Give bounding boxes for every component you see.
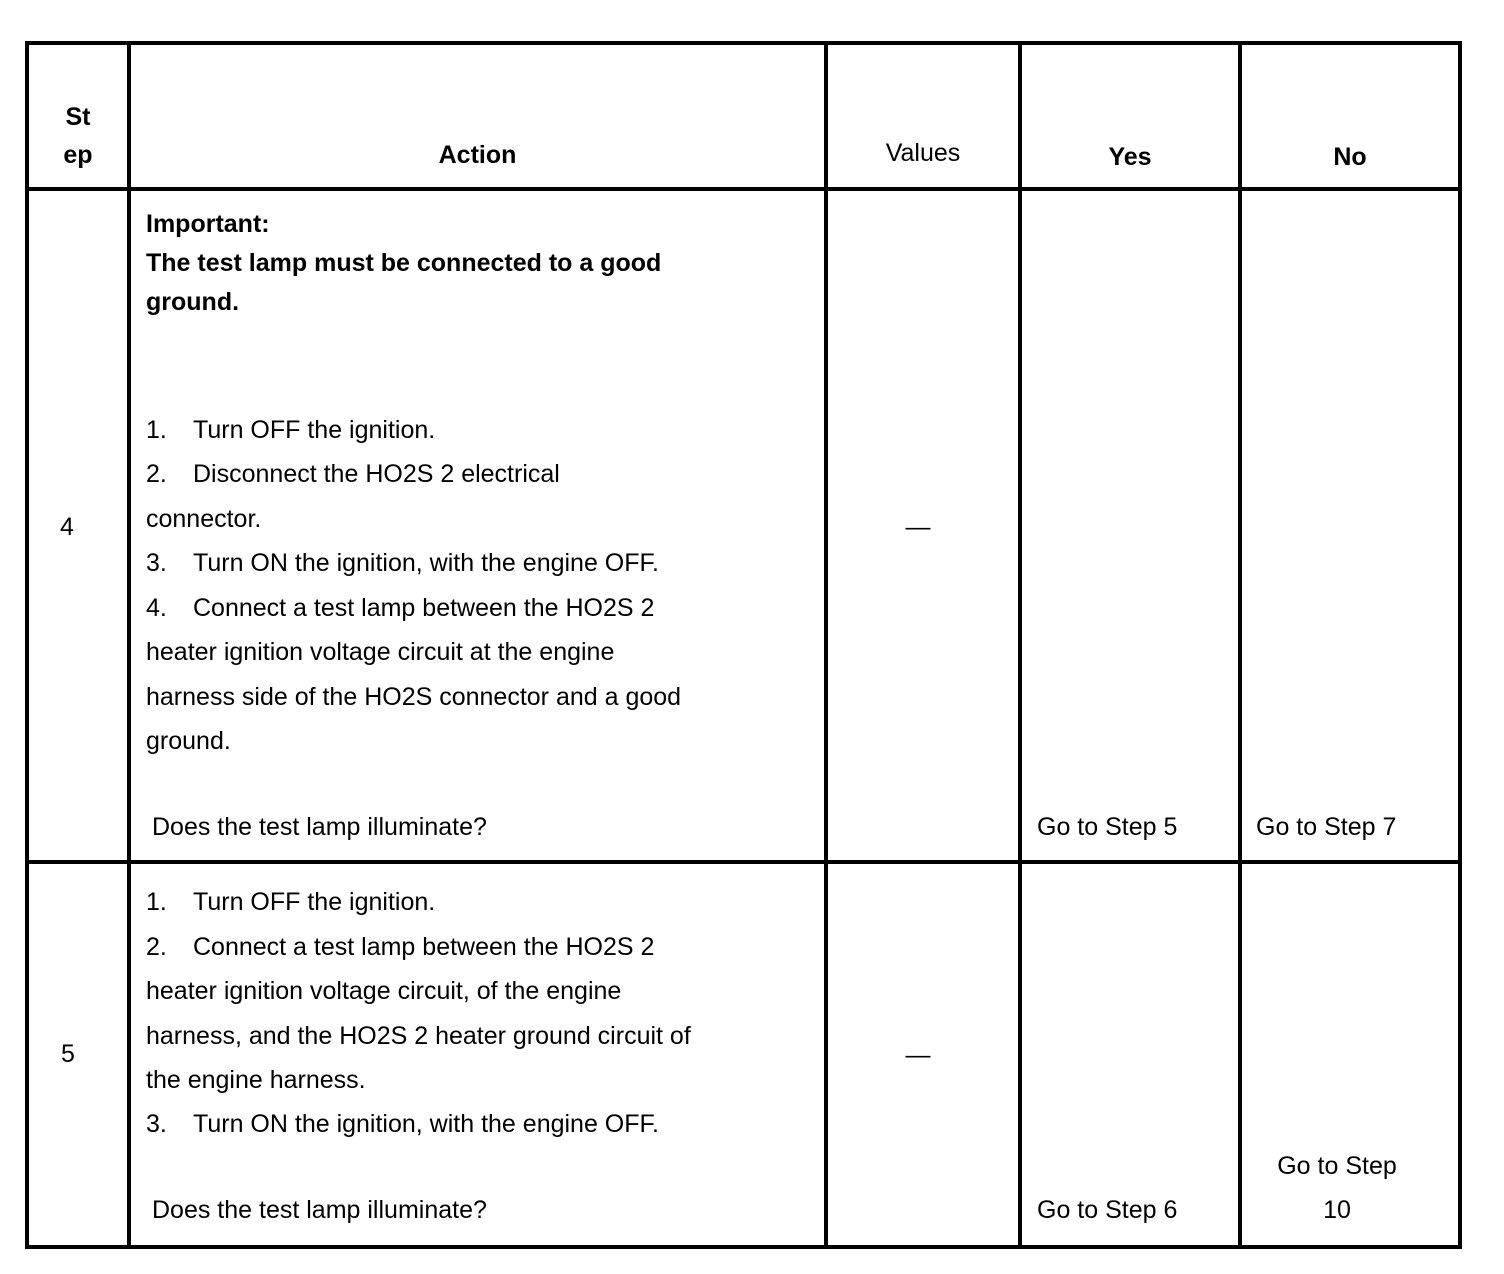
header-values: Values (885, 139, 961, 167)
table-border-bottom (25, 1245, 1462, 1249)
row-4-line-6: heater ignition voltage circuit at the engine (146, 638, 615, 666)
row-4-line-5: 4. Connect a test lamp between the HO2S 2 (146, 594, 655, 622)
header-divider (25, 187, 1462, 191)
row-5-line-6: 3. Turn ON the ignition, with the engine OFF. (146, 1110, 659, 1138)
header-step (29, 103, 127, 169)
row-5-line-4: harness, and the HO2S 2 heater ground circuit of (146, 1022, 691, 1050)
row-5-line-2: 2. Connect a test lamp between the HO2S 2 (146, 933, 655, 961)
row-4-line-3: connector. (146, 505, 262, 533)
header-step-line2: ep (63, 141, 93, 169)
row-4-important-label: Important: (146, 210, 270, 238)
row-4-yes: Go to Step 5 (1037, 813, 1178, 841)
row-5-no (1262, 1152, 1412, 1224)
column-divider-yes (1238, 41, 1242, 1249)
row-4-line-8: ground. (146, 727, 231, 755)
table-border-top (25, 41, 1462, 45)
row-4-no: Go to Step 7 (1256, 813, 1397, 841)
diagnostic-table (25, 41, 1462, 1249)
row-4-line-1: 1. Turn OFF the ignition. (146, 416, 436, 444)
header-yes: Yes (1108, 143, 1152, 171)
header-action: Action (438, 141, 517, 169)
row-5-yes: Go to Step 6 (1037, 1196, 1178, 1224)
row-4-values: — (905, 513, 931, 541)
row-5-no-line2: 10 (1323, 1196, 1351, 1224)
column-divider-values (1018, 41, 1022, 1249)
column-divider-step (127, 41, 131, 1249)
row-5-step: 5 (61, 1040, 75, 1068)
table-border-right (1458, 41, 1462, 1249)
row-4-step: 4 (60, 513, 74, 541)
row-4-important-line2: ground. (146, 288, 240, 316)
header-step-line1: St (65, 103, 91, 131)
row-4-line-2: 2. Disconnect the HO2S 2 electrical (146, 460, 560, 488)
row-4-important-line1: The test lamp must be connected to a good (146, 249, 662, 277)
row-5-no-line1: Go to Step (1277, 1152, 1397, 1180)
row-5-values: — (905, 1041, 931, 1069)
row-4-line-7: harness side of the HO2S connector and a good (146, 683, 682, 711)
row-5-question: Does the test lamp illuminate? (152, 1196, 487, 1224)
row-5-line-5: the engine harness. (146, 1066, 366, 1094)
row-5-line-1: 1. Turn OFF the ignition. (146, 888, 436, 916)
row-5-line-3: heater ignition voltage circuit, of the engine (146, 977, 622, 1005)
row-divider (25, 860, 1462, 864)
row-4-question: Does the test lamp illuminate? (152, 813, 487, 841)
row-4-line-4: 3. Turn ON the ignition, with the engine OFF. (146, 549, 659, 577)
header-no: No (1333, 143, 1367, 171)
